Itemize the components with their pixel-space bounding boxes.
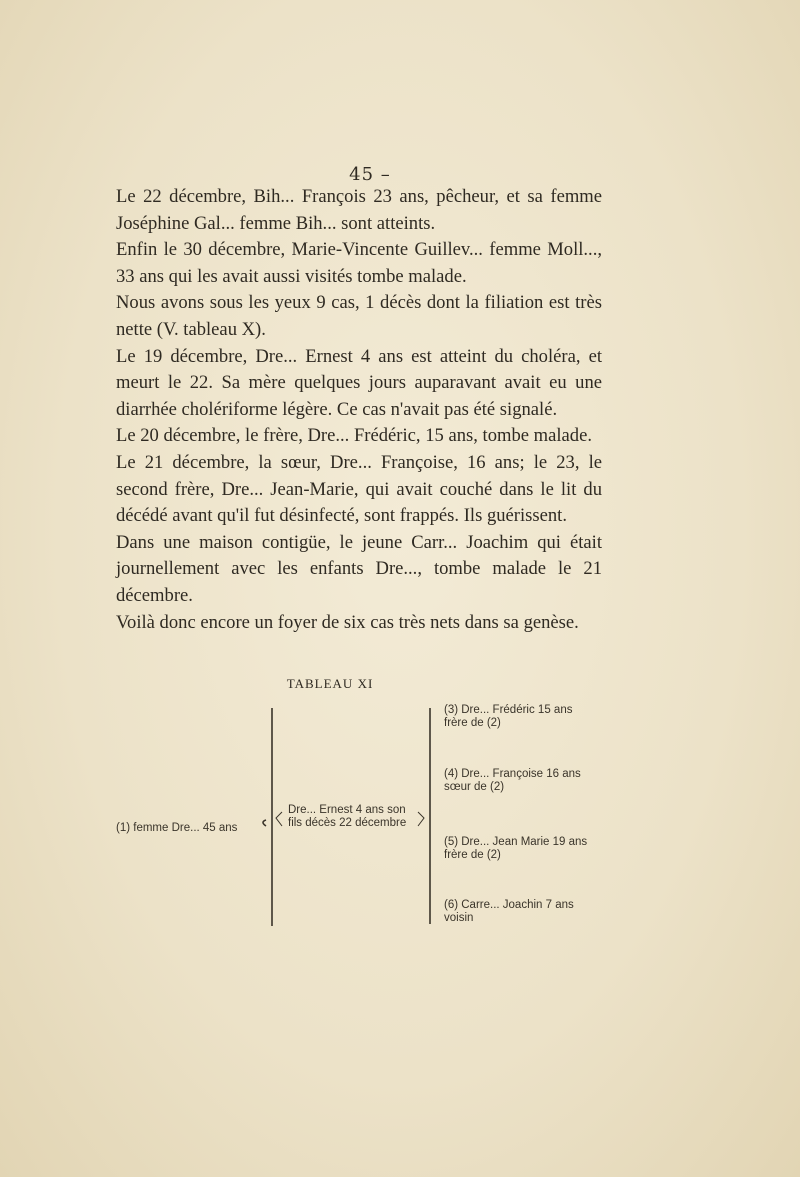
tree-root: (1) femme Dre... 45 ans xyxy=(116,822,238,834)
tree-child-6-line1: (6) Carre... Joachin 7 ans xyxy=(444,899,574,911)
tree-middle-line2: fils décès 22 décembre xyxy=(288,817,407,829)
paragraph: Le 19 décembre, Dre... Ernest 4 ans est atteint du choléra, et meurt le 22. Sa mère quelques jours auparavant avait eu une diarrhée cholériforme légère. Ce cas n'avait pas été signalé. xyxy=(116,345,602,420)
tree-child-5-line1: (5) Dre... Jean Marie 19 ans xyxy=(444,836,588,848)
paragraph: Le 20 décembre, le frère, Dre... Frédéric, 15 ans, tombe malade. xyxy=(116,425,592,447)
paragraph: Nous avons sous les yeux 9 cas, 1 décès dont la filiation est très nette (V. tableau X). xyxy=(116,292,602,340)
tableau-title: TABLEAU XI xyxy=(286,676,374,691)
bracket-left xyxy=(263,708,272,926)
page-number: 45 – xyxy=(349,164,391,185)
tree-child-3-line2: frère de (2) xyxy=(444,717,501,729)
tree-child-4-line2: sœur de (2) xyxy=(444,781,505,793)
tree-child-6-line2: voisin xyxy=(444,912,474,924)
brace-mid-left xyxy=(276,812,282,826)
paragraph: Le 22 décembre, Bih... François 23 ans, pêcheur, et sa femme Joséphine Gal... femme Bih... sont atteints. xyxy=(116,186,602,234)
brace-mid-right xyxy=(418,812,424,826)
paragraph: Voilà donc encore un foyer de six cas très nets dans sa genèse. xyxy=(116,611,579,633)
tree-child-5-line2: frère de (2) xyxy=(444,849,501,861)
tree-middle-line1: Dre... Ernest 4 ans son xyxy=(288,804,406,816)
paragraph: Enfin le 30 décembre, Marie-Vincente Guillev... femme Moll..., 33 ans qui les avait aussi visités tombe malade. xyxy=(116,239,602,287)
paragraph: Le 21 décembre, la sœur, Dre... Françoise, 16 ans; le 23, le second frère, Dre... Jean-Marie, qui avait couché dans le lit du décédé avant qu'il fut désinfecté, sont frappés. Ils guérissent. xyxy=(116,451,602,527)
tree-child-4-line1: (4) Dre... Françoise 16 ans xyxy=(444,768,581,780)
paragraph: Dans une maison contigüe, le jeune Carr... Joachim qui était journellement avec les enfants Dre..., tombe malade le 21 décembre. xyxy=(116,531,602,606)
tree-child-3-line1: (3) Dre... Frédéric 15 ans xyxy=(444,704,573,716)
